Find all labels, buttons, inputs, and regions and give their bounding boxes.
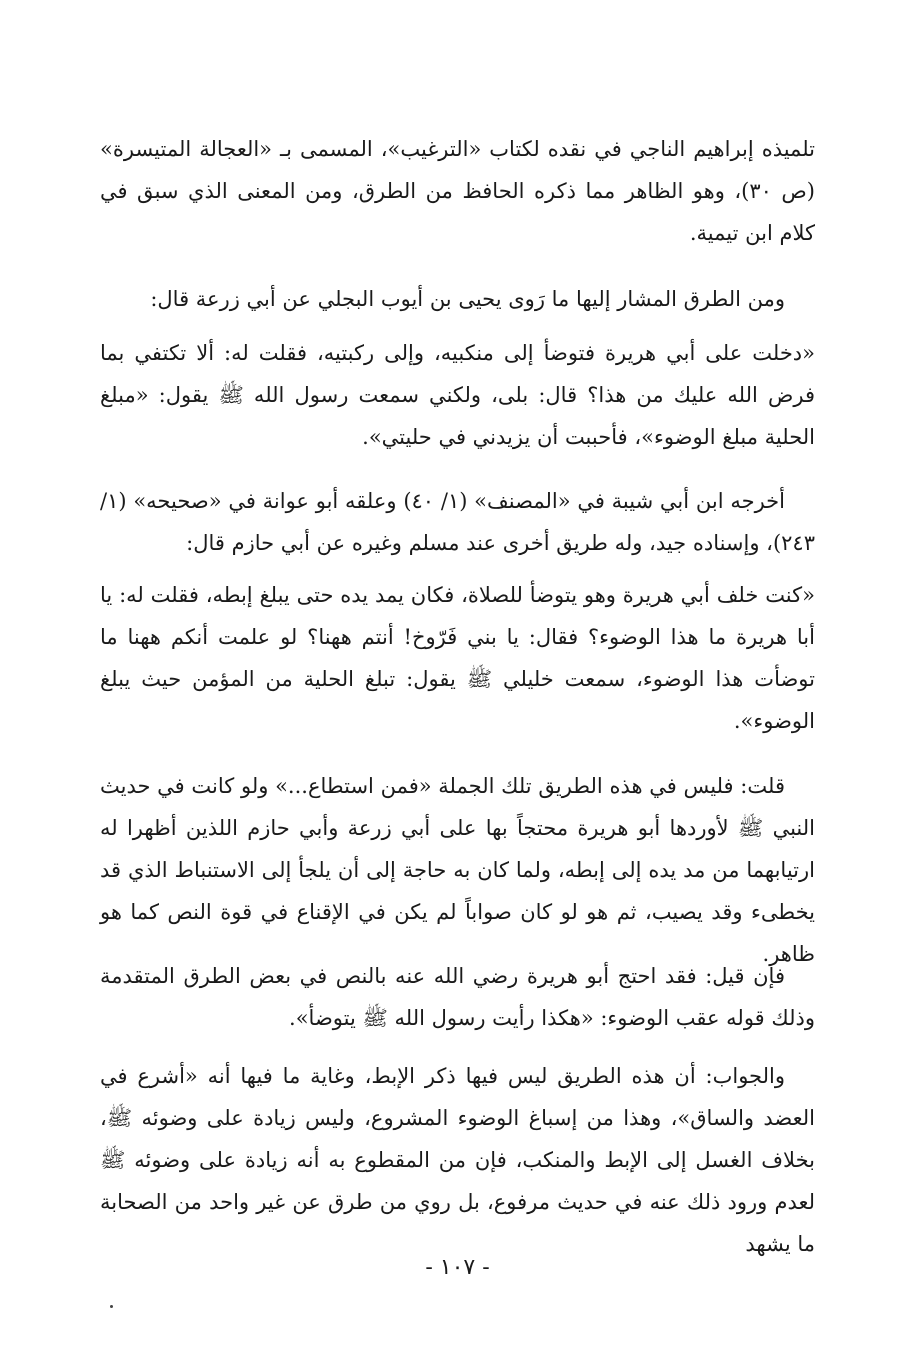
page-number: - ١٠٧ - — [425, 1255, 490, 1280]
paragraph-qultu: قلت: فليس في هذه الطريق تلك الجملة «فمن استطاع...» ولو كانت في حديث النبي ﷺ لأوردها أبو هريرة محتجاً بها على أبي زرعة وأبي حازم اللذين أظهرا له ارتيابهما من مد يده إلى إبطه، ولما كان به حاجة إلى أن يلجأ إلى الاستنباط الذي قد يخطىء وقد يصيب، ثم هو لو كان صواباً لم يكن في الإقناع في قوة النص كما هو ظاهر. — [100, 774, 815, 966]
paragraph-answer: والجواب: أن هذه الطريق ليس فيها ذكر الإبط، وغاية ما فيها أنه «أشرع في العضد والساق»، وهذا من إسباغ الوضوء المشروع، وليس زيادة على وضوئه ﷺ، بخلاف الغسل إلى الإبط والمنكب، فإن من المقطوع به أنه زيادة على وضوئه ﷺ لعدم ورود ذلك عنه في حديث مرفوع، بل روي من طرق عن غير واحد من الصحابة ما يشهد — [100, 1064, 815, 1256]
scan-speck — [110, 1305, 113, 1308]
hadith-quote-abu-zurah: «دخلت على أبي هريرة فتوضأ إلى منكبيه، وإلى ركبتيه، فقلت له: ألا تكتفي بما فرض الله عليك من هذا؟ قال: بلى، ولكني سمعت رسول الله ﷺ يقول: «مبلغ الحلية مبلغ الوضوء»، فأحببت أن يزيدني في حليتي». — [100, 341, 815, 449]
paragraph-intro-abu-zurah: ومن الطرق المشار إليها ما رَوى يحيى بن أيوب البجلي عن أبي زرعة قال: — [150, 287, 785, 311]
hadith-quote-abu-hazim: «كنت خلف أبي هريرة وهو يتوضأ للصلاة، فكان يمد يده حتى يبلغ إبطه، فقلت له: يا أبا هريرة ما هذا الوضوء؟ فقال: يا بني فَرّوخ! أنتم ههنا؟ لو علمت أنكم ههنا ما توضأت هذا الوضوء، سمعت خليلي ﷺ يقول: تبلغ الحلية من المؤمن حيث يبلغ الوضوء». — [100, 583, 815, 733]
paragraph-takhrij: أخرجه ابن أبي شيبة في «المصنف» (١/ ٤٠) وعلقه أبو عوانة في «صحيحه» (١/ ٢٤٣)، وإسناده جيد، وله طريق أخرى عند مسلم وغيره عن أبي حازم قال: — [100, 489, 815, 555]
paragraph-continuation: تلميذه إبراهيم الناجي في نقده لكتاب «الترغيب»، المسمى بـ «العجالة المتيسرة» (ص ٣٠)، وهو الظاهر مما ذكره الحافظ من الطرق، ومن المعنى الذي سبق في كلام ابن تيمية. — [100, 137, 815, 245]
paragraph-objection: فإن قيل: فقد احتج أبو هريرة رضي الله عنه بالنص في بعض الطرق المتقدمة وذلك قوله عقب الوضوء: «هكذا رأيت رسول الله ﷺ يتوضأ». — [100, 964, 815, 1030]
